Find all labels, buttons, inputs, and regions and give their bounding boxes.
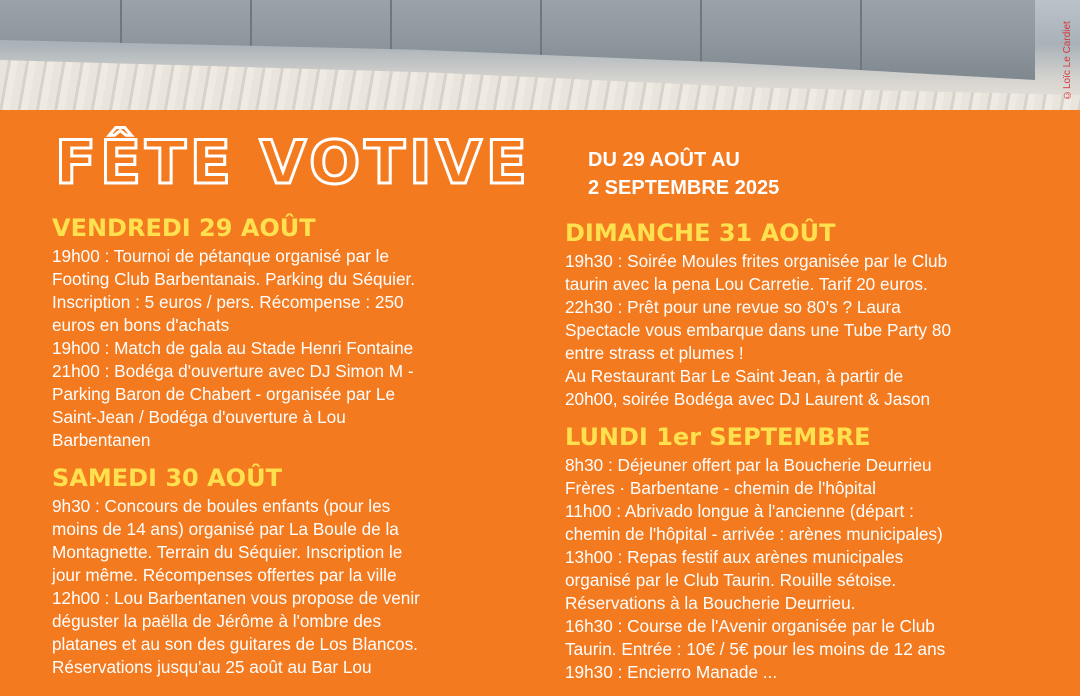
program-line: Spectacle vous embarque dans une Tube Party 80 [565, 320, 952, 340]
program-line: Saint-Jean / Bodéga d'ouverture à Lou [52, 407, 346, 427]
day-program [565, 454, 1045, 684]
program-line: organisé par le Club Taurin. Rouille sétoise. [565, 570, 897, 590]
program-line: Barbentanen [52, 430, 151, 450]
day-program [565, 250, 1045, 411]
program-line: 11h00 : Abrivado longue à l'ancienne (départ : [565, 501, 914, 521]
program-line: moins de 14 ans) organisé par La Boule de la [52, 519, 399, 539]
left-column [52, 214, 512, 691]
program-line: 8h30 : Déjeuner offert par la Boucherie Deurrieu [565, 455, 932, 475]
program-line: déguster la paëlla de Jérôme à l'ombre des [52, 611, 382, 631]
day-program [52, 495, 512, 679]
program-line: 21h00 : Bodéga d'ouverture avec DJ Simon M - [52, 361, 414, 381]
program-line: taurin avec la pena Lou Carretie. Tarif 20 euros. [565, 274, 928, 294]
page-title: FÊTE VOTIVE [55, 128, 531, 198]
program-line: Inscription : 5 euros / pers. Récompense : 250 [52, 292, 404, 312]
photo-credit: ©Loïc Le Cardiet [1062, 21, 1073, 100]
program-line: Footing Club Barbentanais. Parking du Séquier. [52, 269, 416, 289]
program-line: Taurin. Entrée : 10€ / 5€ pour les moins de 12 ans [565, 639, 946, 659]
program-line: chemin de l'hôpital - arrivée : arènes municipales) [565, 524, 943, 544]
right-column [565, 219, 1045, 696]
program-line: 20h00, soirée Bodéga avec DJ Laurent & Jason [565, 389, 930, 409]
dates-line-1: DU 29 AOÛT AU [588, 149, 740, 171]
event-dates [588, 146, 779, 202]
day-program [52, 245, 512, 452]
program-line: 19h30 : Soirée Moules frites organisée par le Club [565, 251, 948, 271]
program-line: 12h00 : Lou Barbentanen vous propose de venir [52, 588, 420, 608]
day-heading: SAMEDI 30 AOÛT [52, 464, 282, 492]
program-line: euros en bons d'achats [52, 315, 230, 335]
program-line: 19h00 : Tournoi de pétanque organisé par le [52, 246, 390, 266]
program-line: Montagnette. Terrain du Séquier. Inscription le [52, 542, 403, 562]
program-line: platanes et au son des guitares de Los Blancos. [52, 634, 418, 654]
program-line: 19h30 : Encierro Manade ... [565, 662, 778, 682]
day-heading: DIMANCHE 31 AOÛT [565, 219, 836, 247]
day-heading: VENDREDI 29 AOÛT [52, 214, 316, 242]
program-line: Réservations à la Boucherie Deurrieu. [565, 593, 856, 613]
program-line: Réservations jusqu'au 25 août au Bar Lou [52, 657, 372, 677]
program-line: 22h30 : Prêt pour une revue so 80's ? Laura [565, 297, 901, 317]
program-line: jour même. Récompenses offertes par la ville [52, 565, 397, 585]
program-line: 9h30 : Concours de boules enfants (pour les [52, 496, 391, 516]
program-line: entre strass et plumes ! [565, 343, 744, 363]
program-line: 13h00 : Repas festif aux arènes municipales [565, 547, 904, 567]
program-line: Frères · Barbentane - chemin de l'hôpital [565, 478, 876, 498]
program-line: 16h30 : Course de l'Avenir organisée par le Club [565, 616, 935, 636]
dates-line-2: 2 SEPTEMBRE 2025 [588, 177, 780, 199]
program-line: 19h00 : Match de gala au Stade Henri Fontaine [52, 338, 414, 358]
program-line: Au Restaurant Bar Le Saint Jean, à partir de [565, 366, 904, 386]
program-line: Parking Baron de Chabert - organisée par Le [52, 384, 396, 404]
header-photo [0, 0, 1080, 110]
day-heading: LUNDI 1er SEPTEMBRE [565, 423, 871, 451]
